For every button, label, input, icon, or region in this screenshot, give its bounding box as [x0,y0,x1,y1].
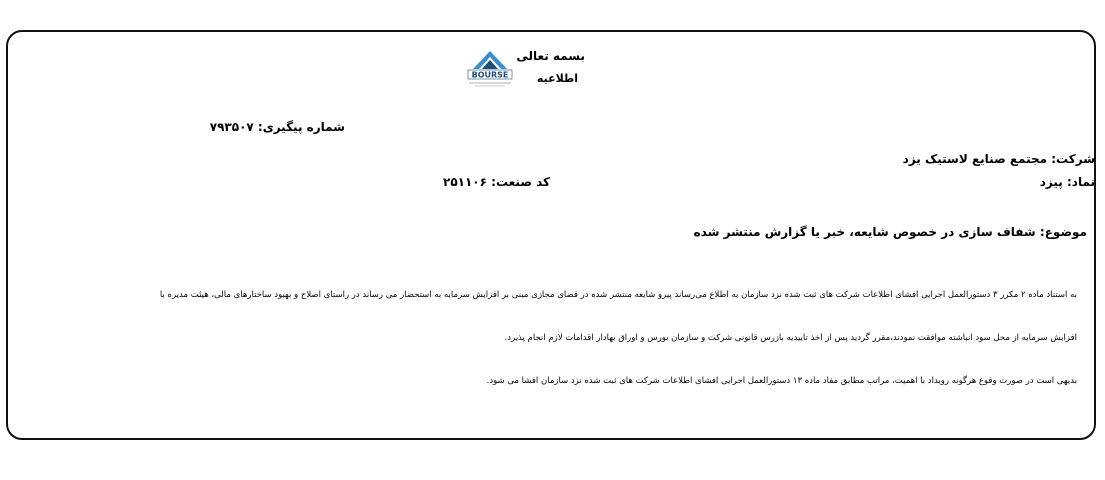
body-paragraph-1: به استناد ماده ۲ مکرر ۳ دستورالعمل اجرایی افشای اطلاعات شرکت های ثبت شده نزد سازمان به اطلاع می‌رساند پیرو شایعه منتشر شده در فضای مجازی مبنی بر افزایش سرمایه به استحضار می رساند در راستای اصلاح و بهبود ساختارهای مالی، هیئت مدیره با [159,290,1077,300]
subject [694,225,1087,239]
header-title: بسمه تعالی [516,49,585,63]
symbol-value: پیزد [1039,175,1063,189]
body-paragraph-2: افزایش سرمایه از محل سود انباشته موافقت نمودند،مقرر گردید پس از اخذ تاییدیه بازرس قانونی شرکت و سازمان بورس و اوراق بهادار اقدامات لازم انجام پذیرد. [504,333,1077,343]
tracking-number [210,120,345,134]
body-paragraph-3: بدیهی است در صورت وقوع هرگونه رویداد با اهمیت، مراتب مطابق مفاد ماده ۱۳ دستورالعمل اجرایی افشای اطلاعات شرکت های ثبت شده نزد سازمان افشا می شود. [486,376,1077,386]
subject-value: شفاف سازی در خصوص شایعه، خبر یا گزارش منتشر شده [693,225,1036,239]
industry-label: کد صنعت: [491,175,550,189]
logo-text: BOURSE [471,70,509,80]
symbol [1040,175,1095,189]
company-value: مجتمع صنایع لاستیک یزد [902,152,1048,166]
industry-code [443,175,550,189]
tracking-value: ۷۹۳۵۰۷ [209,120,254,134]
company-label: شرکت: [1051,152,1095,166]
header-subtitle: اطلاعیه [536,72,579,85]
subject-label: موضوع: [1039,225,1087,239]
tracking-label: شماره پیگیری: [257,120,345,134]
industry-value: ۲۵۱۱۰۶ [443,175,487,189]
bourse-logo [465,49,515,91]
symbol-label: نماد: [1066,175,1095,189]
company-name [903,152,1095,166]
